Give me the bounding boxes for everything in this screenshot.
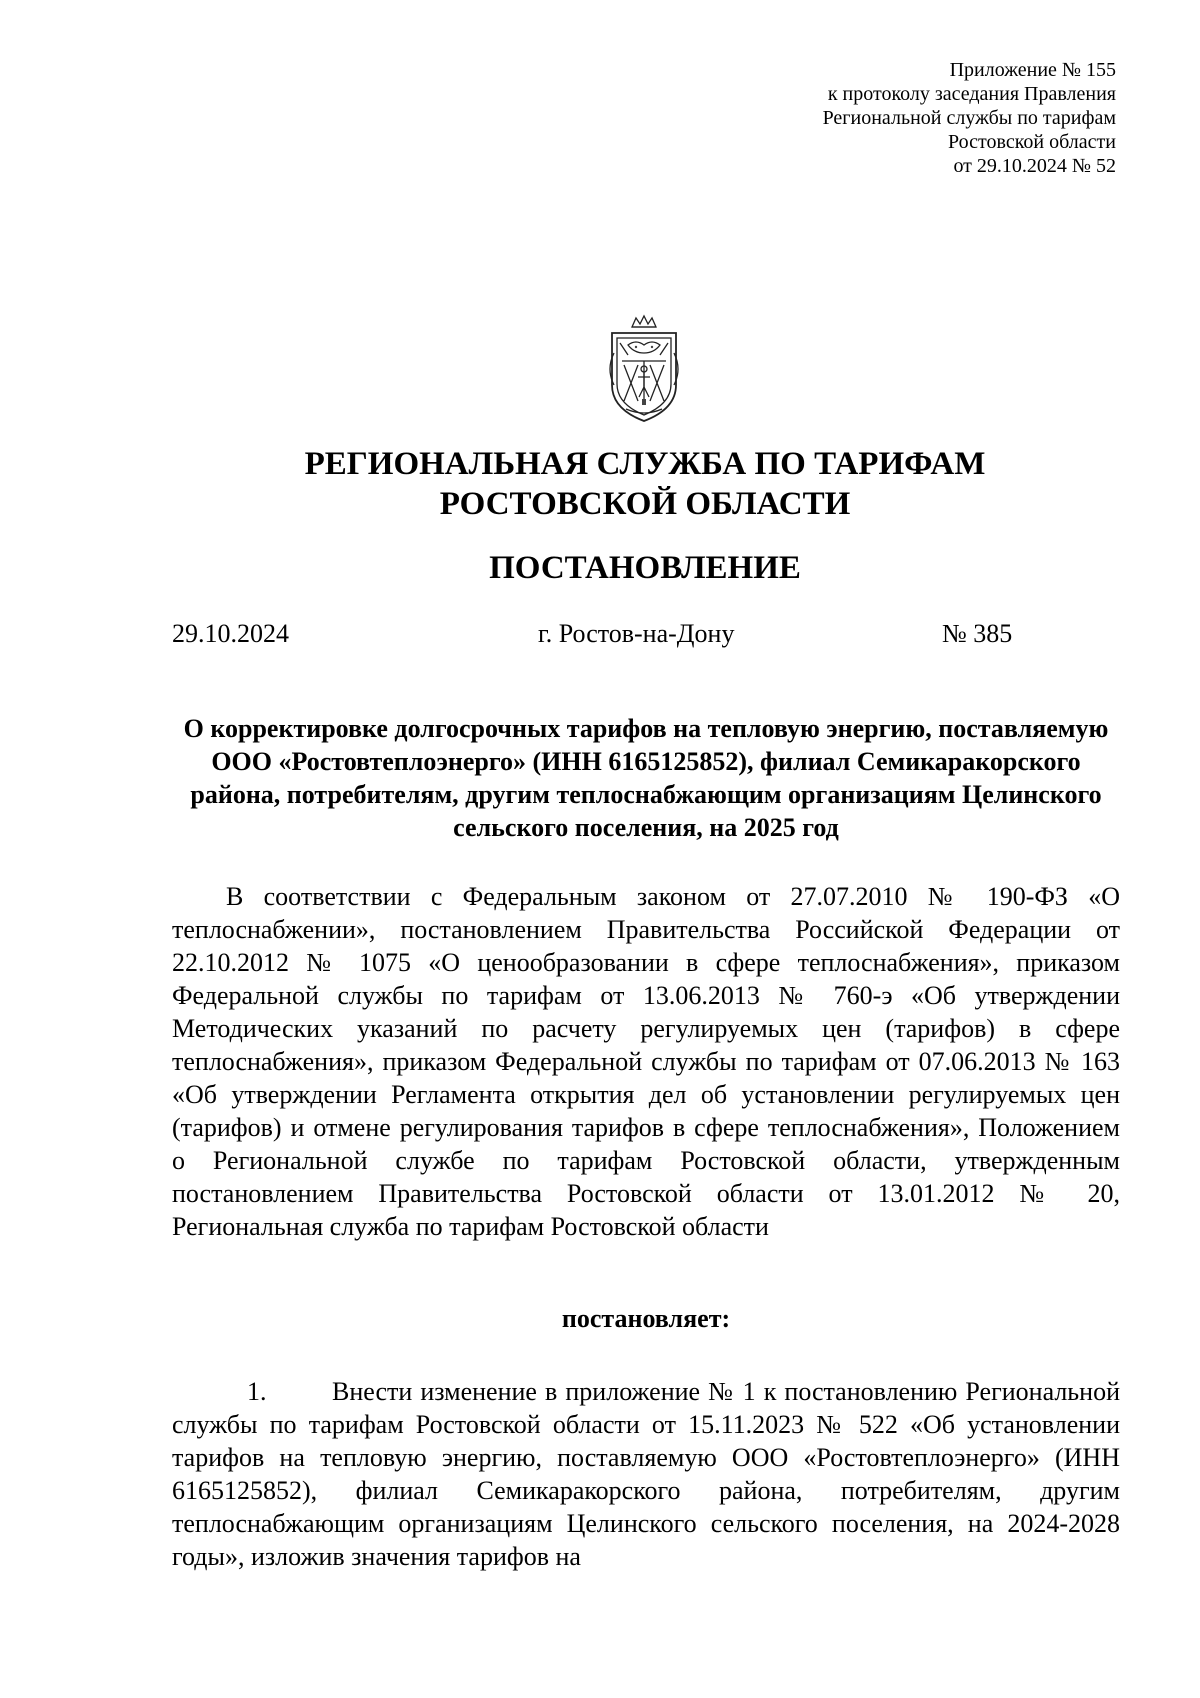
appendix-line: Приложение № 155 (949, 59, 1116, 81)
item-number: 1. (247, 1377, 267, 1406)
appendix-line: от 29.10.2024 № 52 (953, 155, 1116, 177)
appendix-line: к протоколу заседания Правления (827, 83, 1116, 105)
appendix-note (676, 58, 1116, 178)
resolves-heading: постановляет: (561, 1304, 731, 1333)
coat-of-arms-icon (598, 313, 690, 425)
appendix-line: Ростовской области (948, 131, 1116, 153)
appendix-line: Региональной службы по тарифам (822, 107, 1116, 129)
document-city: г. Ростов-на-Дону (538, 619, 735, 648)
document-number: № 385 (942, 619, 1013, 648)
organization-title-line: РЕГИОНАЛЬНАЯ СЛУЖБА ПО ТАРИФАМ (304, 446, 986, 482)
preamble-paragraph: В соответствии с Федеральным законом от 27.07.2010 № 190-ФЗ «О теплоснабжении», постановлением Правительства Российской Федерации от 22.10.2012 № 1075 «О ценообразовании в сфере теплоснабжения», приказом Федеральной службы по тарифам от 13.06.2013 № 760-э «Об утверждении Методических указаний по расчету регулируемых цен (тарифов) в сфере теплоснабжения», приказом Федеральной службы по тарифам от 07.06.2013 № 163 «Об утверждении Регламента открытия дел об установлении регулируемых цен (тарифов) и отмене регулирования тарифов в сфере теплоснабжения», Положением о Региональной службе по тарифам Ростовской области, утвержденным постановлением Правительства Ростовской области от 13.01.2012 № 20, Региональная служба по тарифам Ростовской области (172, 882, 1120, 1241)
document-date: 29.10.2024 (172, 619, 289, 648)
item-text: Внести изменение в приложение № 1 к постановлению Региональной службы по тарифам Ростовской области от 15.11.2023 № 522 «Об установлении тарифов на тепловую энергию, поставляемую ООО «Ростовтеплоэнерго» (ИНН 6165125852), филиал Семикаракорского района, потребителям, другим теплоснабжающим организациям Целинского сельского поселения, на 2024-2028 годы», изложив значения тарифов на (172, 1377, 1120, 1571)
document-subject: О корректировке долгосрочных тарифов на тепловую энергию, поставляемую ООО «Ростовтеплоэнерго» (ИНН 6165125852), филиал Семикаракорского района, потребителям, другим теплоснабжающим организациям Целинского сельского поселения, на 2025 год (183, 714, 1109, 842)
organization-title (180, 444, 1110, 524)
document-meta (172, 616, 1032, 652)
item-paragraph (172, 1375, 1120, 1573)
organization-title-line: РОСТОВСКОЙ ОБЛАСТИ (439, 486, 851, 522)
document-type: ПОСТАНОВЛЕНИЕ (489, 550, 801, 586)
